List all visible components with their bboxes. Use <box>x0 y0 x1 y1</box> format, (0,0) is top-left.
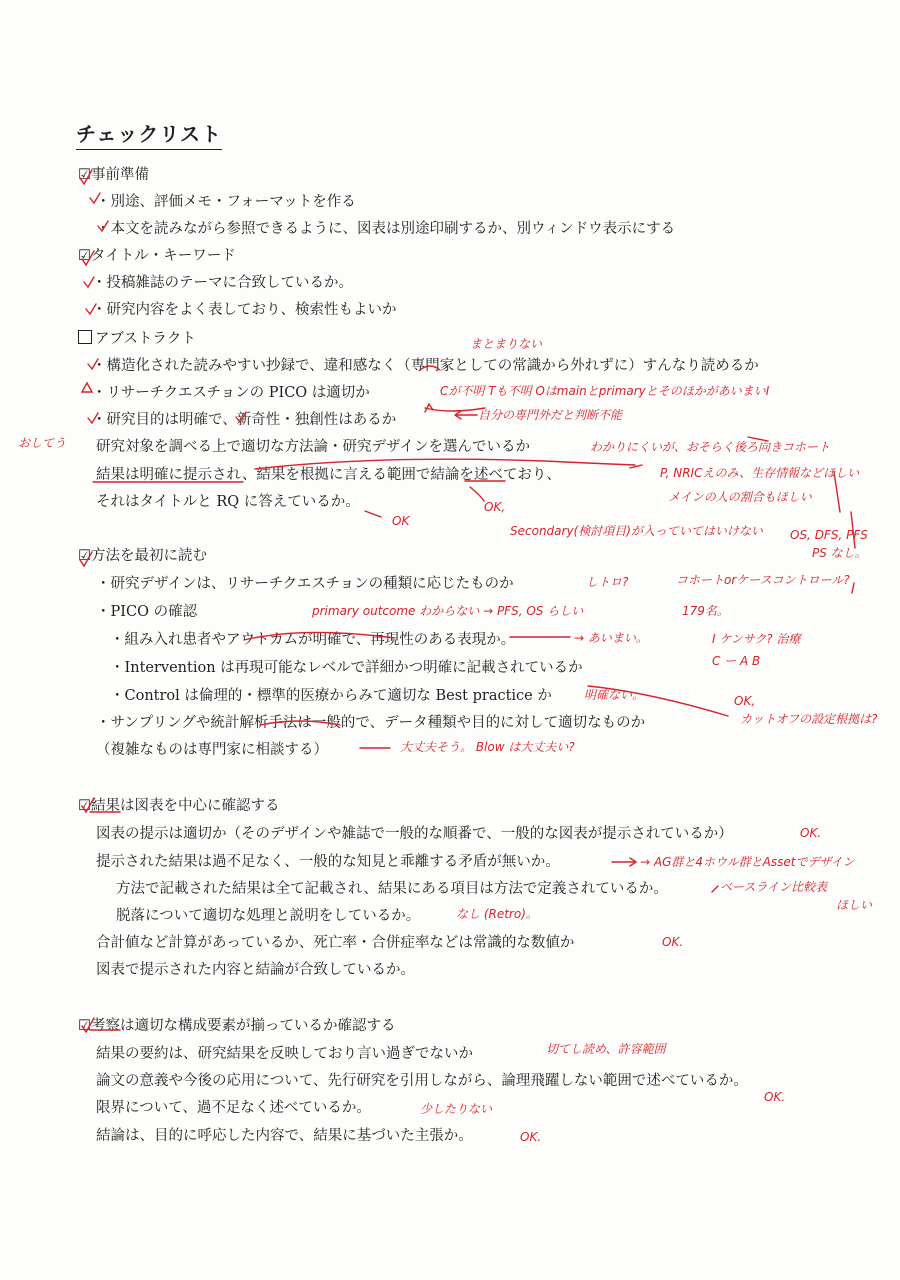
handwritten-note: P, NRICえのみ、生存情報などほしい <box>660 466 860 480</box>
handwritten-note: しトロ? <box>586 575 629 589</box>
checkbox-icon <box>78 330 92 344</box>
checklist-item: 合計値など計算があっているか、死亡率・合併症率などは常識的な数値か <box>96 935 575 951</box>
handwritten-note: Cが不明 Tも不明 OはmainとprimaryとそのほかがあいまいI <box>440 384 770 398</box>
handwritten-note: primary outcome わからない → PFS, OS らしい <box>312 604 584 618</box>
section-label: アブストラクト <box>95 331 196 347</box>
checklist-section-abstract <box>78 330 196 348</box>
checklist-item: 図表の提示は適切か（そのデザインや雑誌で一般的な順番で、一般的な図表が提示されているか） <box>96 826 733 842</box>
handwritten-note: Secondary(検討項目)が入っていてはいけない <box>510 524 763 538</box>
checklist-section-discussion: ☑考察は適切な構成要素が揃っているか確認する <box>78 1018 396 1034</box>
handwritten-note: OK, <box>734 694 756 708</box>
handwritten-note: OK. <box>662 935 684 949</box>
handwritten-note: まとまりない <box>470 337 543 351</box>
checklist-section-title-keywords: ☑タイトル・キーワード <box>78 248 236 264</box>
checklist-item: 結論は、目的に呼応した内容で、結果に基づいた主張か。 <box>96 1128 473 1144</box>
checklist-item: ・研究目的は明確で、新奇性・独創性はあるか <box>92 412 397 428</box>
handwritten-note: 自分の専門外だと判断不能 <box>478 408 623 422</box>
checklist-item: 提示された結果は過不足なく、一般的な知見と乖離する矛盾が無いか。 <box>96 854 560 870</box>
checklist-item: 研究対象を調べる上で適切な方法論・研究デザインを選んでいるか <box>96 439 530 455</box>
handwritten-note: 179名。 <box>682 604 729 618</box>
handwritten-note: C ー A B <box>712 654 761 668</box>
checklist-item: 結果は明確に提示され、結果を根拠に言える範囲で結論を述べており、 <box>96 467 561 483</box>
handwritten-note: なし (Retro)。 <box>456 907 538 921</box>
page-title: チェックリスト <box>76 118 222 150</box>
handwritten-note: OK. <box>764 1090 786 1104</box>
checklist-item: ・PICO の確認 <box>96 604 198 620</box>
handwritten-note: PS なし。 <box>812 546 867 560</box>
handwritten-note: コホートorケースコントロール? <box>676 573 850 587</box>
handwritten-note: OS, DFS, PFS <box>790 528 868 542</box>
handwritten-note: → あいまい。 <box>574 631 648 645</box>
checklist-item: 図表で提示された内容と結論が合致しているか。 <box>96 962 415 978</box>
handwritten-note: 明確ない。 <box>584 688 645 702</box>
handwritten-note: ベースライン比較表 <box>720 880 828 894</box>
handwritten-note: カットオフの設定根拠は? <box>740 712 878 726</box>
checklist-item: ・投稿雑誌のテーマに合致しているか。 <box>92 275 353 291</box>
checklist-item: ・サンプリングや統計解析手法は一般的で、データ種類や目的に対して適切なものか <box>96 715 646 731</box>
handwritten-note: わかりにくいが、おそらく後ろ向きコホート <box>590 440 831 454</box>
handwritten-note: 大丈夫そう。 Blow は大丈夫い? <box>400 740 575 754</box>
checklist-item: ・構造化された読みやすい抄録で、違和感なく（専門家としての常識から外れずに）すんなり読めるか <box>92 358 759 374</box>
handwritten-note: OK <box>392 514 410 528</box>
checklist-item: ・研究内容をよく表しており、検索性もよいか <box>92 302 397 318</box>
checklist-item: （複雑なものは専門家に相談する） <box>96 742 328 758</box>
checklist-item: ・研究デザインは、リサーチクエスチョンの種類に応じたものか <box>96 576 514 592</box>
handwritten-note: OK. <box>800 826 822 840</box>
checklist-subitem: 脱落について適切な処理と説明をしているか。 <box>116 908 421 924</box>
handwritten-note: OK. <box>520 1130 542 1144</box>
checklist-subitem: ・組み入れ患者やアウトカムが明確で、再現性のある表現か。 <box>110 632 516 648</box>
handwritten-note: I ケンサク? 治療 <box>712 632 801 646</box>
checklist-subitem: 方法で記載された結果は全て記載され、結果にある項目は方法で定義されているか。 <box>116 881 668 897</box>
checklist-section-methods: ☑方法を最初に読む <box>78 548 207 564</box>
checklist-section-preparation: ☑事前準備 <box>78 167 149 183</box>
checklist-item: 論文の意義や今後の応用について、先行研究を引用しながら、論理飛躍しない範囲で述べているか。 <box>96 1073 748 1089</box>
checklist-subitem: ・Intervention は再現可能なレベルで詳細かつ明確に記載されているか <box>110 660 583 676</box>
checklist-item: ・別途、評価メモ・フォーマットを作る <box>96 194 356 210</box>
handwritten-note: おしてう <box>18 436 67 450</box>
handwritten-note: → AG群と4ホウル群とAssetでデザイン <box>640 855 855 869</box>
handwritten-note: ほしい <box>836 898 873 912</box>
handwritten-note: 切てし読め、許容範囲 <box>546 1042 666 1056</box>
handwritten-note: OK, <box>484 500 506 514</box>
checklist-item: ・リサーチクエスチョンの PICO は適切か <box>92 385 370 401</box>
checklist-item: 限界について、過不足なく述べているか。 <box>96 1100 371 1116</box>
checklist-item: 結果の要約は、研究結果を反映しており言い過ぎでないか <box>96 1046 473 1062</box>
handwritten-note: 少したりない <box>420 1102 493 1116</box>
checklist-subitem: ・Control は倫理的・標準的医療からみて適切な Best practice か <box>110 688 552 704</box>
checklist-item: それはタイトルと RQ に答えているか。 <box>96 494 360 510</box>
checklist-section-results: ☑結果は図表を中心に確認する <box>78 798 280 814</box>
checklist-item: ・本文を読みながら参照できるように、図表は別途印刷するか、別ウィンドウ表示にする <box>96 221 676 237</box>
handwritten-note: メインの人の割合もほしい <box>668 490 812 504</box>
